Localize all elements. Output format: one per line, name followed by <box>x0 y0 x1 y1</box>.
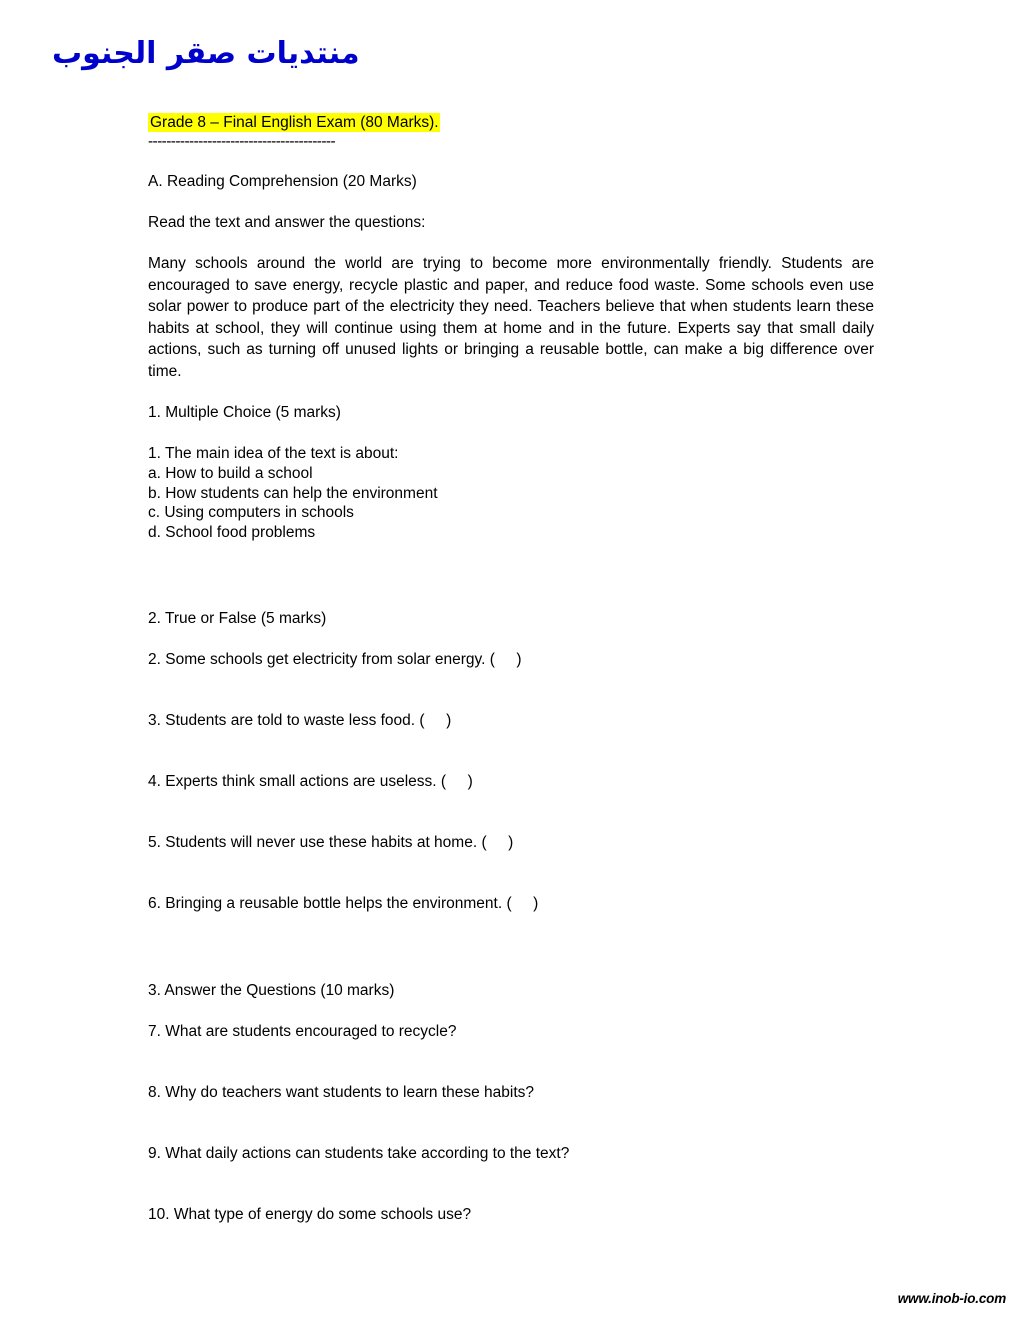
spacer <box>148 1001 874 1021</box>
spacer <box>148 423 874 443</box>
short-answer-item-8[interactable]: 8. Why do teachers want students to learn these habits? <box>148 1084 535 1101</box>
spacer <box>148 914 874 980</box>
mcq-option-d[interactable]: d. School food problems <box>148 523 316 541</box>
reading-instruction: Read the text and answer the questions: <box>148 214 426 231</box>
true-false-item-5[interactable]: 5. Students will never use these habits at home. ( ) <box>148 834 514 851</box>
true-false-item-3[interactable]: 3. Students are told to waste less food. ( ) <box>148 712 452 729</box>
spacer <box>148 1164 874 1204</box>
mcq-option-a[interactable]: a. How to build a school <box>148 465 313 482</box>
spacer <box>148 192 874 212</box>
spacer <box>148 629 874 649</box>
spacer <box>148 151 874 171</box>
mcq-option-b[interactable]: b. How students can help the environment <box>148 484 438 502</box>
true-false-item-6[interactable]: 6. Bringing a reusable bottle helps the environment. ( ) <box>148 895 539 912</box>
spacer <box>148 731 874 771</box>
mcq-option-c[interactable]: c. Using computers in schools <box>148 504 354 521</box>
spacer <box>148 792 874 832</box>
spacer <box>148 1042 874 1082</box>
site-watermark: www.inob-io.com <box>897 1291 1006 1306</box>
true-false-item-2[interactable]: 2. Some schools get electricity from solar energy. ( ) <box>148 651 522 668</box>
spacer <box>148 382 874 402</box>
spacer <box>148 670 874 710</box>
mcq-question-1: 1. The main idea of the text is about: <box>148 445 399 462</box>
spacer <box>148 853 874 893</box>
spacer <box>148 233 874 253</box>
reading-passage: Many schools around the world are trying to become more environmentally friendly. Students are encouraged to save energy, recycle plastic and paper, and reduce food waste. Some schools even use solar power to produce part of the electricity they need. Teachers believe that when students learn these habits at school, they will continue using them at home and in the future. Experts say that small daily actions, such as turning off unused lights or bringing a reusable bottle, can make a big difference over time. <box>148 255 874 380</box>
spacer <box>148 542 874 608</box>
title-separator-rule: ----------------------------------------- <box>148 133 336 150</box>
exam-title-line <box>148 112 874 133</box>
part-2-heading: 2. True or False (5 marks) <box>148 610 327 627</box>
true-false-item-4[interactable]: 4. Experts think small actions are useless. ( ) <box>148 773 473 790</box>
short-answer-item-7[interactable]: 7. What are students encouraged to recycle? <box>148 1023 457 1040</box>
section-a-heading: A. Reading Comprehension (20 Marks) <box>148 173 417 190</box>
short-answer-item-10[interactable]: 10. What type of energy do some schools use? <box>148 1206 472 1223</box>
exam-title: Grade 8 – Final English Exam (80 Marks). <box>150 114 439 131</box>
part-1-heading: 1. Multiple Choice (5 marks) <box>148 404 341 421</box>
short-answer-item-9[interactable]: 9. What daily actions can students take according to the text? <box>148 1145 570 1162</box>
forum-header-arabic: منتديات صقر الجنوب <box>52 36 360 71</box>
part-3-heading: 3. Answer the Questions (10 marks) <box>148 982 395 999</box>
spacer <box>148 1103 874 1143</box>
exam-document <box>148 112 874 1225</box>
